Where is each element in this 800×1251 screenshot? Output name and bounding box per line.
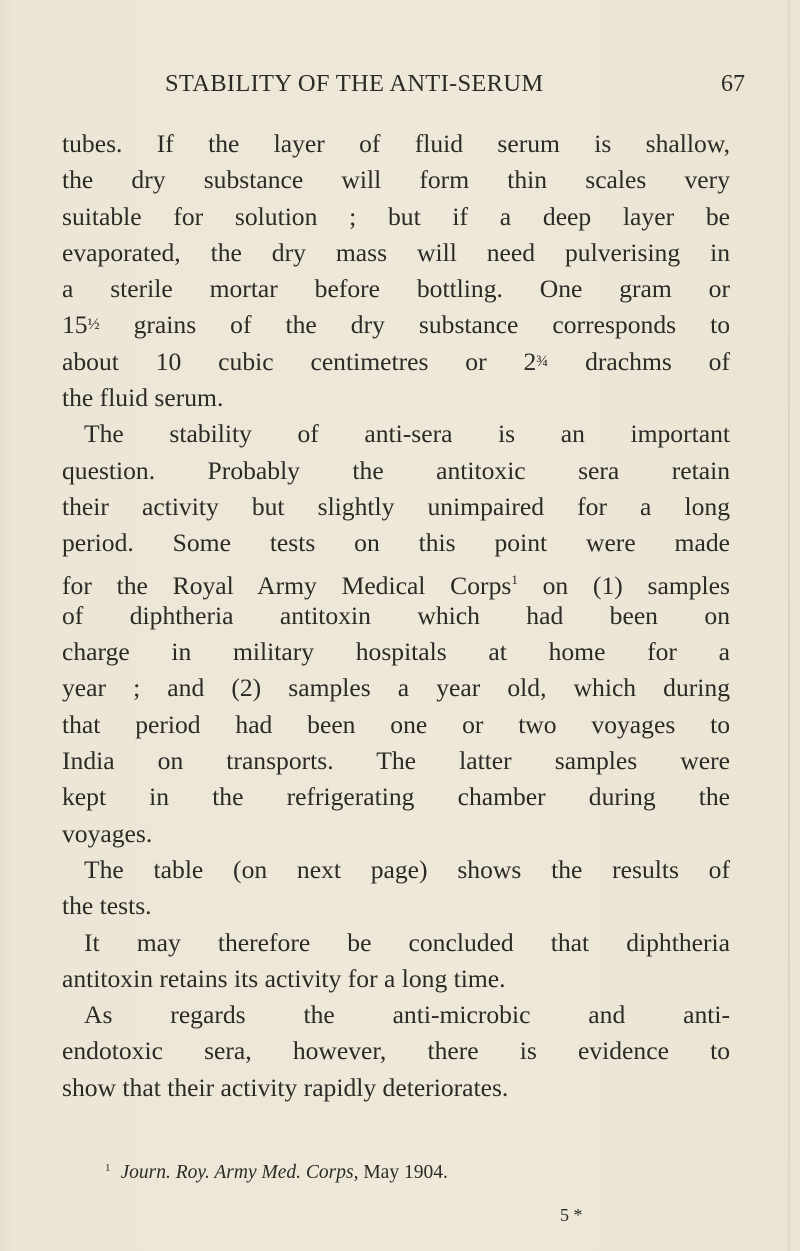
text-line: their activity but slightly unimpaired for a long [62,491,730,521]
text-line: endotoxic sera, however, there is evidence to [62,1036,730,1066]
text-line: The stability of anti-sera is an important [84,419,730,449]
footnote-citation: Journ. Roy. Army Med. Corps, [120,1162,359,1183]
footnote-mark: 1 [105,1162,111,1174]
footnote-reference: 1 [511,571,518,587]
text-line: show that their activity rapidly deteriorates. [62,1072,509,1102]
text-segment: for the Royal Army Medical Corps [62,570,512,600]
text-line: The table (on next page) shows the results of [84,854,730,884]
page-number: 67 [721,71,745,97]
footnote [105,1162,448,1184]
text-segment: grains of the dry substance corresponds to [99,310,730,340]
text-line: question. Probably the antitoxic sera retain [62,455,730,485]
text-segment: 15 [62,310,88,340]
text-line: India on transports. The latter samples were [62,746,730,776]
text-line: evaporated, the dry mass will need pulverising in [62,237,730,267]
text-line: As regards the anti-microbic and anti- [84,1000,730,1030]
text-line: the tests. [62,891,152,921]
text-line: the dry substance will form thin scales very [62,165,730,195]
body-text [62,126,730,1106]
text-line: antitoxin retains its activity for a long time. [62,963,506,993]
text-line: of diphtheria antitoxin which had been on [62,600,730,630]
page-header [165,70,745,104]
text-line: charge in military hospitals at home for a [62,637,730,667]
footnote-date: May 1904. [358,1162,448,1183]
text-segment: drachms of [548,346,730,376]
text-segment: on (1) samples [517,570,730,600]
text-line [62,344,730,380]
text-line: tubes. If the layer of fluid serum is shallow, [62,129,730,158]
text-line: It may therefore be concluded that diphtheria [84,927,730,957]
text-line: voyages. [62,818,153,848]
text-line [62,562,730,598]
fraction: ¾ [536,352,549,370]
running-head: STABILITY OF THE ANTI-SERUM [165,70,544,97]
text-line [62,307,730,343]
text-line: period. Some tests on this point were made [62,528,730,558]
text-line: suitable for solution ; but if a deep layer be [62,201,730,231]
page-edge [788,0,790,1251]
text-line: year ; and (2) samples a year old, which during [62,673,730,703]
text-segment: about 10 cubic centimetres or 2 [62,346,537,376]
printer-signature: 5 * [560,1205,583,1225]
text-line: kept in the refrigerating chamber during the [62,782,730,812]
text-line: that period had been one or two voyages to [62,709,730,739]
text-line: a sterile mortar before bottling. One gram or [62,274,730,304]
text-line: the fluid serum. [62,383,224,413]
fraction: ½ [87,316,100,334]
